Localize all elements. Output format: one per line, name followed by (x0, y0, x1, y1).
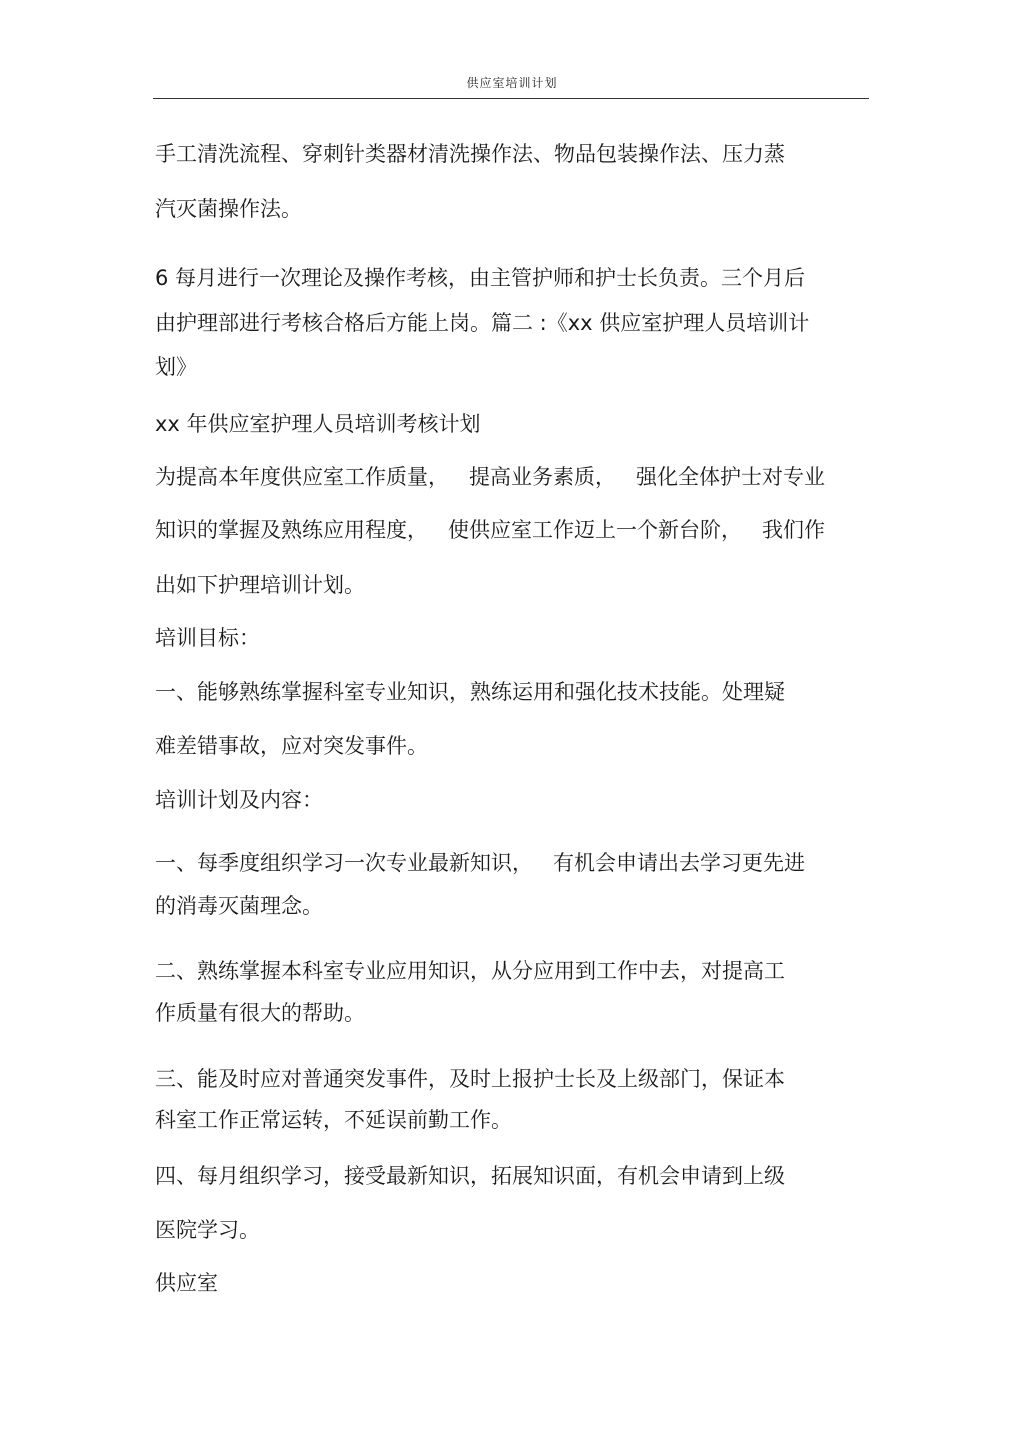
text-line: 手工清洗流程、穿刺针类器材清洗操作法、物品包装操作法、压力蒸 (155, 142, 785, 166)
text-line: 由护理部进行考核合格后方能上岗。篇二 :《xx 供应室护理人员培训计 (155, 311, 810, 335)
text-line: 科室工作正常运转，不延误前勤工作。 (155, 1108, 512, 1132)
text-line: 6 每月进行一次理论及操作考核，由主管护师和护士长负责。三个月后 (155, 266, 806, 290)
page-header-title: 供应室培训计划 (466, 76, 558, 90)
text-line: 供应室 (155, 1271, 218, 1295)
text-line: 出如下护理培训计划。 (155, 573, 365, 597)
text-line: 一、每季度组织学习一次专业最新知识， 有机会申请出去学习更先进 (155, 851, 806, 875)
text-line: 培训目标： (155, 626, 260, 650)
text-line: 医院学习。 (155, 1218, 260, 1242)
text-line: 为提高本年度供应室工作质量， 提高业务素质， 强化全体护士对专业 (155, 465, 826, 489)
header-divider (153, 98, 869, 99)
text-line: xx 年供应室护理人员培训考核计划 (155, 412, 481, 436)
text-line: 难差错事故，应对突发事件。 (155, 734, 428, 758)
text-line: 汽灭菌操作法。 (155, 197, 302, 221)
text-line: 的消毒灭菌理念。 (155, 894, 323, 918)
text-line: 划》 (155, 355, 197, 379)
text-line: 二、熟练掌握本科室专业应用知识，从分应用到工作中去，对提高工 (155, 959, 785, 983)
text-line: 培训计划及内容： (155, 788, 323, 812)
text-line: 四、每月组织学习，接受最新知识，拓展知识面，有机会申请到上级 (155, 1164, 785, 1188)
text-line: 知识的掌握及熟练应用程度， 使供应室工作迈上一个新台阶， 我们作 (155, 518, 826, 542)
text-line: 三、能及时应对普通突发事件，及时上报护士长及上级部门，保证本 (155, 1067, 785, 1091)
text-line: 作质量有很大的帮助。 (155, 1001, 365, 1025)
text-line: 一、能够熟练掌握科室专业知识，熟练运用和强化技术技能。处理疑 (155, 680, 785, 704)
